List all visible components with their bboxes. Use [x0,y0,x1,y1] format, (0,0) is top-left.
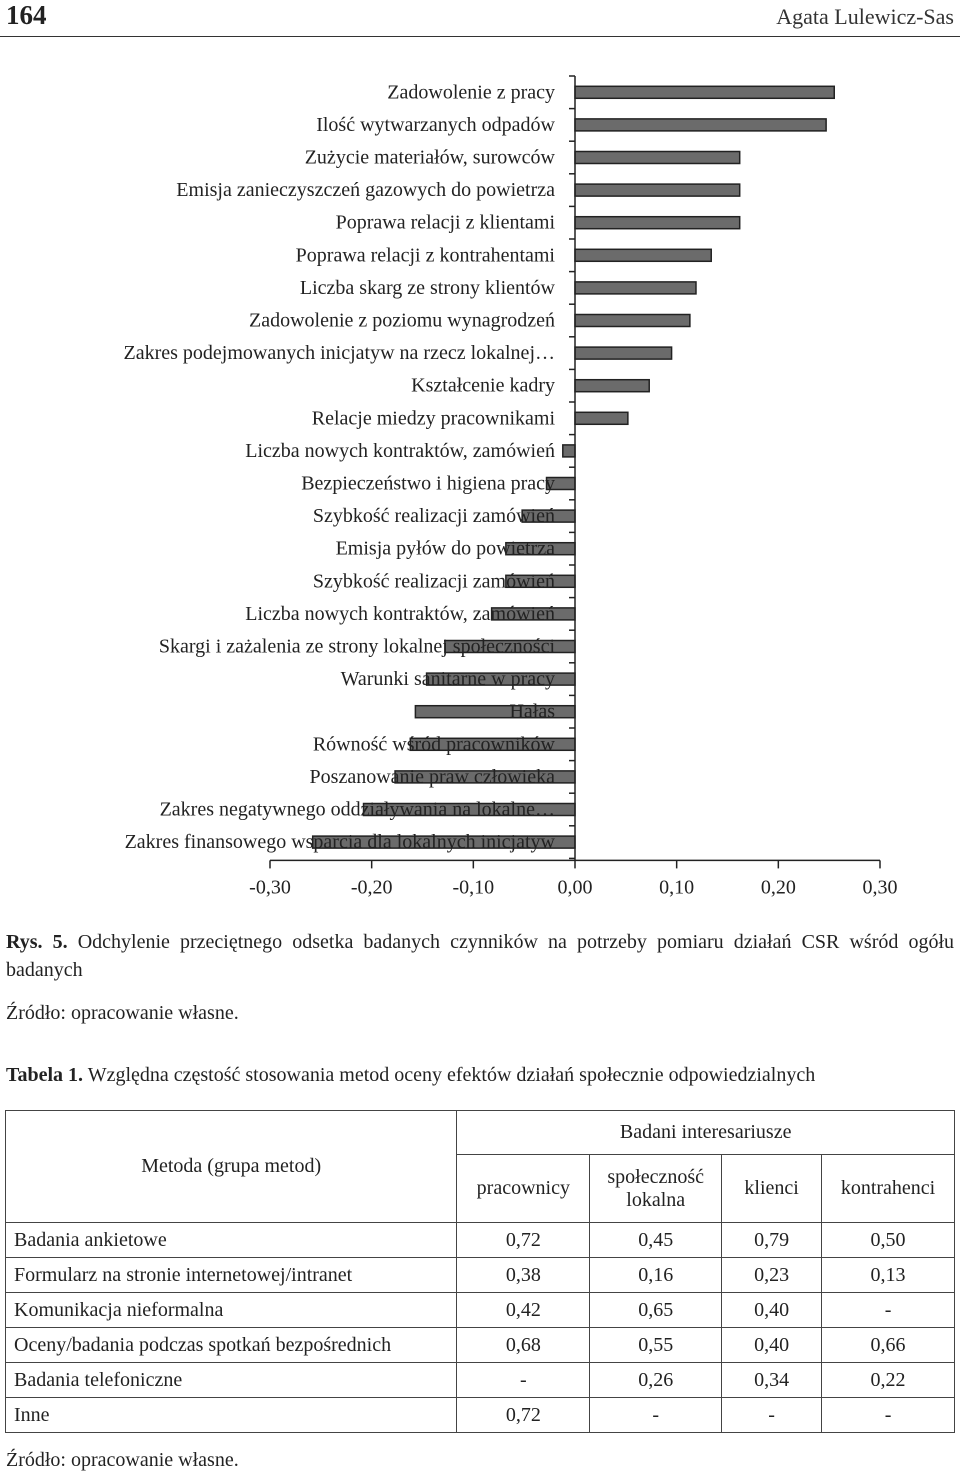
table-row [6,1223,955,1258]
category-label: Liczba nowych kontraktów, zamówień [245,602,555,625]
category-label: Ilość wytwarzanych odpadów [316,113,555,136]
value-cell: - [822,1293,955,1328]
category-label: Szybkość realizacji zamówień [312,505,555,528]
method-cell: Komunikacja nieformalna [6,1293,457,1328]
methods-table [5,1110,955,1433]
figure-label: Rys. 5. [6,931,68,953]
table-source: Źródło: opracowanie własne. [6,1449,239,1471]
value-cell: 0,66 [822,1328,955,1363]
value-cell: 0,65 [590,1293,722,1328]
table-title [6,1064,815,1087]
category-label: Bezpieczeństwo i higiena pracy [301,472,555,495]
table-title-text: Względna częstość stosowania metod oceny efektów działań społecznie odpowiedzialnych [83,1064,816,1086]
category-label: Liczba skarg ze strony klientów [299,276,555,299]
method-cell: Badania ankietowe [6,1223,457,1258]
x-tick-label: -0,30 [249,876,291,899]
table-row [6,1363,955,1398]
category-label: Zakres finansowego wsparcia dla lokalnych inicjatyw [124,831,555,854]
value-cell: 0,45 [590,1223,722,1258]
x-tick-label: -0,20 [350,876,393,899]
x-tick-label: -0,10 [452,876,495,899]
value-cell: 0,68 [457,1328,590,1363]
value-cell: 0,38 [457,1258,590,1293]
value-cell: - [457,1363,590,1398]
category-label: Poszanowanie praw człowieka [309,765,555,788]
table-label: Tabela 1. [6,1064,84,1086]
category-label: Zadowolenie z pracy [387,81,555,104]
bar [575,347,672,359]
bar [575,282,696,294]
category-label: Kształcenie kadry [411,374,555,397]
value-cell: 0,22 [822,1363,955,1398]
category-label: Liczba nowych kontraktów, zamówień [245,439,555,462]
category-label: Poprawa relacji z klientami [335,211,555,234]
method-cell: Inne [6,1398,457,1433]
bar [575,412,628,424]
table-row [6,1398,955,1433]
table-row [6,1293,955,1328]
value-cell: 0,40 [722,1328,822,1363]
column-header-kontrahenci: kontrahenci [822,1155,955,1223]
category-label: Skargi i zażalenia ze strony lokalnej społeczności [158,635,555,658]
category-label: Relacje miedzy pracownikami [311,407,555,430]
column-header-klienci: klienci [722,1155,822,1223]
running-head-author: Agata Lulewicz-Sas [776,4,954,29]
value-cell: 0,23 [722,1258,822,1293]
x-tick-label: 0,30 [862,876,898,899]
value-cell: 0,13 [822,1258,955,1293]
category-label: Szybkość realizacji zamówień [312,570,555,593]
bar [575,315,690,327]
page-header [0,0,960,37]
value-cell: 0,50 [822,1223,955,1258]
value-cell: - [722,1398,822,1433]
value-cell: 0,16 [590,1258,722,1293]
category-label: Zakres negatywnego oddziaływania na lokalne… [159,798,555,821]
category-label: Równość wśród pracowników [312,733,555,756]
method-cell: Formularz na stronie internetowej/intranet [6,1258,457,1293]
value-cell: 0,72 [457,1398,590,1433]
value-cell: 0,79 [722,1223,822,1258]
bar [575,86,834,98]
bar [575,119,826,131]
category-label: Zadowolenie z poziomu wynagrodzeń [248,309,555,332]
value-cell: 0,55 [590,1328,722,1363]
bar [575,152,740,164]
category-label: Poprawa relacji z kontrahentami [295,244,555,267]
table-row [6,1328,955,1363]
value-cell: - [822,1398,955,1433]
category-label: Warunki sanitarne w pracy [340,668,555,691]
category-label: Emisja pyłów do powietrza [335,537,555,560]
method-cell: Oceny/badania podczas spotkań bezpośrednich [6,1328,457,1363]
figure-caption-text: Odchylenie przeciętnego odsetka badanych czynników na potrzeby pomiaru działań CSR wśród ogółu badanych [6,931,955,981]
column-header-spolecznosc-lokalna: społeczność lokalna [590,1155,722,1223]
value-cell: 0,34 [722,1363,822,1398]
value-cell: 0,72 [457,1223,590,1258]
category-label: Hałas [509,700,555,723]
value-cell: - [590,1398,722,1433]
table-row [6,1258,955,1293]
table-body [6,1223,955,1433]
category-label: Zakres podejmowanych inicjatyw na rzecz lokalnej… [123,342,555,365]
column-header-pracownicy: pracownicy [457,1155,590,1223]
bar [575,249,711,261]
value-cell: 0,40 [722,1293,822,1328]
x-tick-label: 0,10 [659,876,695,899]
bar [563,445,575,457]
x-tick-label: 0,20 [760,876,796,899]
figure-caption [6,928,954,984]
value-cell: 0,26 [590,1363,722,1398]
page-number: 164 [6,0,47,30]
method-cell: Badania telefoniczne [6,1363,457,1398]
bar [575,217,740,229]
figure-source: Źródło: opracowanie własne. [6,1002,239,1024]
x-tick-label: 0,00 [557,876,593,899]
value-cell: 0,42 [457,1293,590,1328]
category-label: Emisja zanieczyszczeń gazowych do powietrza [176,179,555,202]
bar [575,184,740,196]
bar [575,380,649,392]
category-label: Zużycie materiałów, surowców [304,146,555,169]
method-column-header: Metoda (grupa metod) [6,1111,457,1223]
bar-chart [0,60,960,910]
stakeholders-group-header: Badani interesariusze [457,1111,955,1155]
